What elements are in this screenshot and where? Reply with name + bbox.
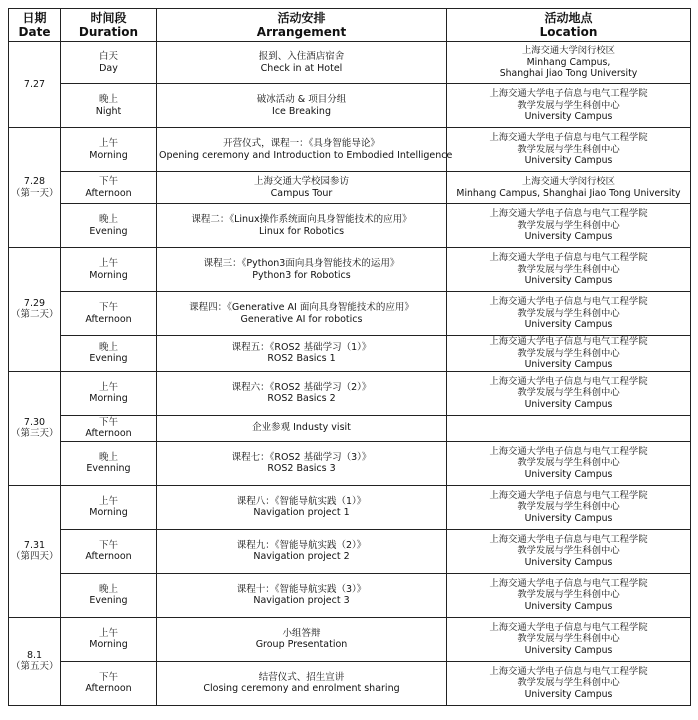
location-cell-line: 教学发展与学生科创中心 [517, 143, 620, 155]
arrangement-cell-line: Navigation project 3 [253, 595, 350, 607]
table-row [9, 292, 691, 336]
date-cell-line: （第五天） [11, 661, 59, 673]
arrangement-cell-line: ROS2 Basics 2 [267, 393, 336, 405]
location-cell [447, 84, 691, 128]
location-cell [447, 573, 691, 617]
date-cell [9, 371, 61, 485]
location-cell [447, 204, 691, 248]
duration-cell-line: 下午 [98, 539, 118, 551]
table-row [9, 485, 691, 529]
date-cell-line: 7.27 [23, 78, 46, 90]
arrangement-cell [157, 204, 447, 248]
location-cell-line: 上海交通大学电子信息与电气工程学院 [489, 375, 648, 387]
duration-cell-line: 晚上 [98, 451, 118, 463]
duration-cell [61, 336, 157, 372]
location-cell [447, 371, 691, 415]
schedule-table [8, 8, 691, 706]
duration-cell-line: Afternoon [85, 187, 132, 199]
date-cell [9, 617, 61, 705]
header-arrangement [157, 9, 447, 42]
location-cell [447, 485, 691, 529]
arrangement-cell-line: Navigation project 2 [253, 551, 350, 563]
arrangement-cell [157, 573, 447, 617]
date-cell-line: 7.31 [23, 539, 46, 551]
location-cell-line: University Campus [524, 557, 613, 569]
arrangement-cell [157, 292, 447, 336]
location-cell [447, 172, 691, 204]
arrangement-cell-line: ROS2 Basics 1 [267, 353, 336, 365]
duration-cell-line: 上午 [98, 257, 118, 269]
arrangement-cell-line: Closing ceremony and enrolment sharing [203, 683, 400, 695]
arrangement-cell-line: 课程二：《Linux操作系统面向具身智能技术的应用》 [191, 213, 412, 225]
duration-cell-line: Day [99, 62, 118, 74]
arrangement-cell-line: 小组答辩 [282, 627, 321, 639]
location-cell-line: 教学发展与学生科创中心 [517, 347, 620, 359]
duration-cell-line: Afternoon [85, 551, 132, 563]
duration-cell [61, 42, 157, 84]
duration-cell-line: 下午 [98, 416, 118, 428]
location-cell [447, 617, 691, 661]
arrangement-cell-line: 课程六：《ROS2 基础学习（2）》 [231, 381, 372, 393]
table-row [9, 336, 691, 372]
table-row [9, 573, 691, 617]
location-cell [447, 248, 691, 292]
location-cell-line: 教学发展与学生科创中心 [517, 677, 620, 689]
arrangement-cell-line: 课程八：《智能导航实践（1）》 [236, 495, 367, 507]
location-cell-line: University Campus [524, 319, 613, 331]
date-cell-line: 8.1 [26, 649, 43, 661]
location-cell-line: 上海交通大学电子信息与电气工程学院 [489, 296, 648, 308]
location-cell-line: 上海交通大学电子信息与电气工程学院 [489, 208, 648, 220]
location-cell-line: 上海交通大学电子信息与电气工程学院 [489, 336, 648, 347]
header-row [9, 9, 691, 42]
location-cell-line: 教学发展与学生科创中心 [517, 307, 620, 319]
arrangement-cell-line: Navigation project 1 [253, 507, 350, 519]
location-cell [447, 42, 691, 84]
location-cell-line: Minhang Campus, Shanghai Jiao Tong University [456, 187, 681, 199]
location-cell-line: Shanghai Jiao Tong University [499, 68, 638, 80]
header-date-zh: 日期 [22, 11, 47, 25]
date-cell-line: （第一天） [11, 187, 59, 199]
duration-cell [61, 371, 157, 415]
duration-cell-line: Evening [89, 225, 128, 237]
arrangement-cell [157, 172, 447, 204]
header-duration-zh: 时间段 [90, 11, 127, 25]
arrangement-cell [157, 84, 447, 128]
header-location-en: Location [539, 25, 598, 39]
location-cell [447, 441, 691, 485]
location-cell-line: University Campus [524, 513, 613, 525]
location-cell-line: 上海交通大学电子信息与电气工程学院 [489, 445, 648, 457]
header-location [447, 9, 691, 42]
arrangement-cell-line: 破冰活动 & 项目分组 [256, 93, 347, 105]
location-cell [447, 336, 691, 372]
duration-cell-line: 晚上 [98, 213, 118, 225]
table-row [9, 661, 691, 705]
location-cell [447, 529, 691, 573]
date-cell-line: （第四天） [11, 551, 59, 563]
location-cell [447, 661, 691, 705]
duration-cell-line: Afternoon [85, 683, 132, 695]
arrangement-cell-line: Group Presentation [255, 639, 348, 651]
duration-cell-line: Night [95, 105, 122, 117]
arrangement-cell-line: ROS2 Basics 3 [267, 463, 336, 475]
location-cell-line: University Campus [524, 275, 613, 287]
location-cell-line: 上海交通大学闵行校区 [522, 175, 615, 187]
arrangement-cell-line: 上海交通大学校园参访 [253, 175, 349, 187]
location-cell-line: University Campus [524, 399, 613, 411]
duration-cell-line: 下午 [98, 301, 118, 313]
duration-cell-line: 白天 [98, 50, 118, 62]
duration-cell-line: Evening [89, 595, 128, 607]
duration-cell-line: Evenning [86, 463, 131, 475]
location-cell-line: 教学发展与学生科创中心 [517, 99, 620, 111]
location-cell-line: 上海交通大学电子信息与电气工程学院 [489, 132, 648, 144]
date-cell-line: （第三天） [11, 428, 59, 440]
duration-cell-line: 上午 [98, 381, 118, 393]
duration-cell [61, 248, 157, 292]
location-cell-line: University Campus [524, 155, 613, 167]
location-cell-line: 教学发展与学生科创中心 [517, 387, 620, 399]
duration-cell-line: 上午 [98, 627, 118, 639]
table-row [9, 415, 691, 441]
table-row [9, 204, 691, 248]
location-cell-line: 教学发展与学生科创中心 [517, 219, 620, 231]
location-cell-line: 上海交通大学电子信息与电气工程学院 [489, 252, 648, 264]
arrangement-cell-line: 课程七：《ROS2 基础学习（3）》 [231, 451, 372, 463]
location-cell-line: University Campus [524, 601, 613, 613]
duration-cell-line: 下午 [98, 671, 118, 683]
location-cell-line: 教学发展与学生科创中心 [517, 263, 620, 275]
date-cell-line: 7.29 [23, 297, 46, 309]
arrangement-cell-line: Generative AI for robotics [240, 313, 363, 325]
arrangement-cell-line: Check in at Hotel [260, 62, 343, 74]
duration-cell-line: Evening [89, 353, 128, 365]
duration-cell [61, 172, 157, 204]
arrangement-cell-line: Campus Tour [270, 187, 333, 199]
arrangement-cell [157, 42, 447, 84]
location-cell-line: 上海交通大学闵行校区 [522, 45, 615, 57]
duration-cell-line: 上午 [98, 137, 118, 149]
header-date-en: Date [18, 25, 51, 39]
location-cell-line: 教学发展与学生科创中心 [517, 633, 620, 645]
header-arrangement-en: Arrangement [256, 25, 347, 39]
location-cell-line: 上海交通大学电子信息与电气工程学院 [489, 88, 648, 100]
location-cell [447, 292, 691, 336]
table-row [9, 172, 691, 204]
duration-cell-line: 晚上 [98, 583, 118, 595]
location-cell-line: University Campus [524, 645, 613, 657]
table-row [9, 248, 691, 292]
location-cell-line: University Campus [524, 469, 613, 481]
arrangement-cell-line: 企业参观 Industy visit [252, 422, 351, 434]
location-cell-line: 上海交通大学电子信息与电气工程学院 [489, 621, 648, 633]
duration-cell-line: 晚上 [98, 341, 118, 353]
location-cell-line: 教学发展与学生科创中心 [517, 545, 620, 557]
location-cell-line: 上海交通大学电子信息与电气工程学院 [489, 489, 648, 501]
duration-cell-line: Morning [89, 269, 128, 281]
duration-cell [61, 292, 157, 336]
arrangement-cell [157, 248, 447, 292]
duration-cell-line: Morning [89, 639, 128, 651]
location-cell-line: University Campus [524, 359, 613, 371]
location-cell-line: 上海交通大学电子信息与电气工程学院 [489, 665, 648, 677]
arrangement-cell [157, 336, 447, 372]
header-date [9, 9, 61, 42]
arrangement-cell-line: Python3 for Robotics [252, 269, 351, 281]
date-cell [9, 248, 61, 372]
arrangement-cell [157, 485, 447, 529]
duration-cell [61, 204, 157, 248]
location-cell-line: University Campus [524, 689, 613, 701]
duration-cell-line: Afternoon [85, 313, 132, 325]
location-cell-line: Minhang Campus, [526, 56, 611, 68]
table-row [9, 529, 691, 573]
duration-cell-line: Afternoon [85, 428, 132, 440]
location-cell-line: University Campus [524, 111, 613, 123]
duration-cell [61, 84, 157, 128]
table-row [9, 371, 691, 415]
location-cell [447, 128, 691, 172]
arrangement-cell [157, 371, 447, 415]
arrangement-cell-line: 课程十：《智能导航实践（3）》 [236, 583, 367, 595]
header-duration-en: Duration [78, 25, 139, 39]
header-arrangement-zh: 活动安排 [277, 11, 326, 25]
header-location-zh: 活动地点 [544, 11, 593, 25]
date-cell [9, 485, 61, 617]
location-cell-line: 上海交通大学电子信息与电气工程学院 [489, 533, 648, 545]
duration-cell-line: 晚上 [98, 93, 118, 105]
date-cell [9, 42, 61, 128]
duration-cell [61, 415, 157, 441]
date-cell-line: 7.28 [23, 175, 46, 187]
table-row [9, 42, 691, 84]
table-row [9, 128, 691, 172]
location-cell [447, 415, 691, 441]
duration-cell-line: Morning [89, 507, 128, 519]
table-row [9, 617, 691, 661]
arrangement-cell [157, 529, 447, 573]
arrangement-cell-line: 课程五：《ROS2 基础学习（1）》 [231, 341, 372, 353]
date-cell [9, 128, 61, 248]
arrangement-cell-line: 报到、入住酒店宿舍 [258, 50, 345, 62]
location-cell-line: 教学发展与学生科创中心 [517, 589, 620, 601]
arrangement-cell [157, 415, 447, 441]
duration-cell [61, 529, 157, 573]
arrangement-cell [157, 617, 447, 661]
arrangement-cell-line: 课程四：《Generative AI 面向具身智能技术的应用》 [189, 301, 414, 313]
duration-cell-line: 上午 [98, 495, 118, 507]
location-cell-line: University Campus [524, 231, 613, 243]
location-cell-line: 教学发展与学生科创中心 [517, 457, 620, 469]
schedule-body [9, 42, 691, 706]
table-row [9, 84, 691, 128]
duration-cell-line: 下午 [98, 175, 118, 187]
duration-cell [61, 573, 157, 617]
date-cell-line: （第二天） [11, 309, 59, 321]
date-cell-line: 7.30 [23, 416, 46, 428]
arrangement-cell-line: 结营仪式、招生宣讲 [258, 671, 345, 683]
duration-cell [61, 441, 157, 485]
arrangement-cell-line: 课程三：《Python3面向具身智能技术的运用》 [203, 257, 400, 269]
duration-cell-line: Morning [89, 149, 128, 161]
arrangement-cell [157, 661, 447, 705]
location-cell-line: 教学发展与学生科创中心 [517, 501, 620, 513]
duration-cell [61, 661, 157, 705]
location-cell-line: 上海交通大学电子信息与电气工程学院 [489, 577, 648, 589]
arrangement-cell-line: Linux for Robotics [258, 225, 345, 237]
duration-cell [61, 617, 157, 661]
duration-cell-line: Morning [89, 393, 128, 405]
arrangement-cell [157, 128, 453, 172]
duration-cell [61, 485, 157, 529]
header-duration [61, 9, 157, 42]
arrangement-cell-line: 开营仪式，课程一：《具身智能导论》 [223, 137, 380, 149]
arrangement-cell-line: Ice Breaking [272, 105, 331, 117]
arrangement-cell-line: Opening ceremony and Introduction to Embodied Intelligence [159, 149, 453, 161]
arrangement-cell-line: 课程九：《智能导航实践（2）》 [236, 539, 367, 551]
duration-cell [61, 128, 157, 172]
table-row [9, 441, 691, 485]
arrangement-cell [157, 441, 447, 485]
